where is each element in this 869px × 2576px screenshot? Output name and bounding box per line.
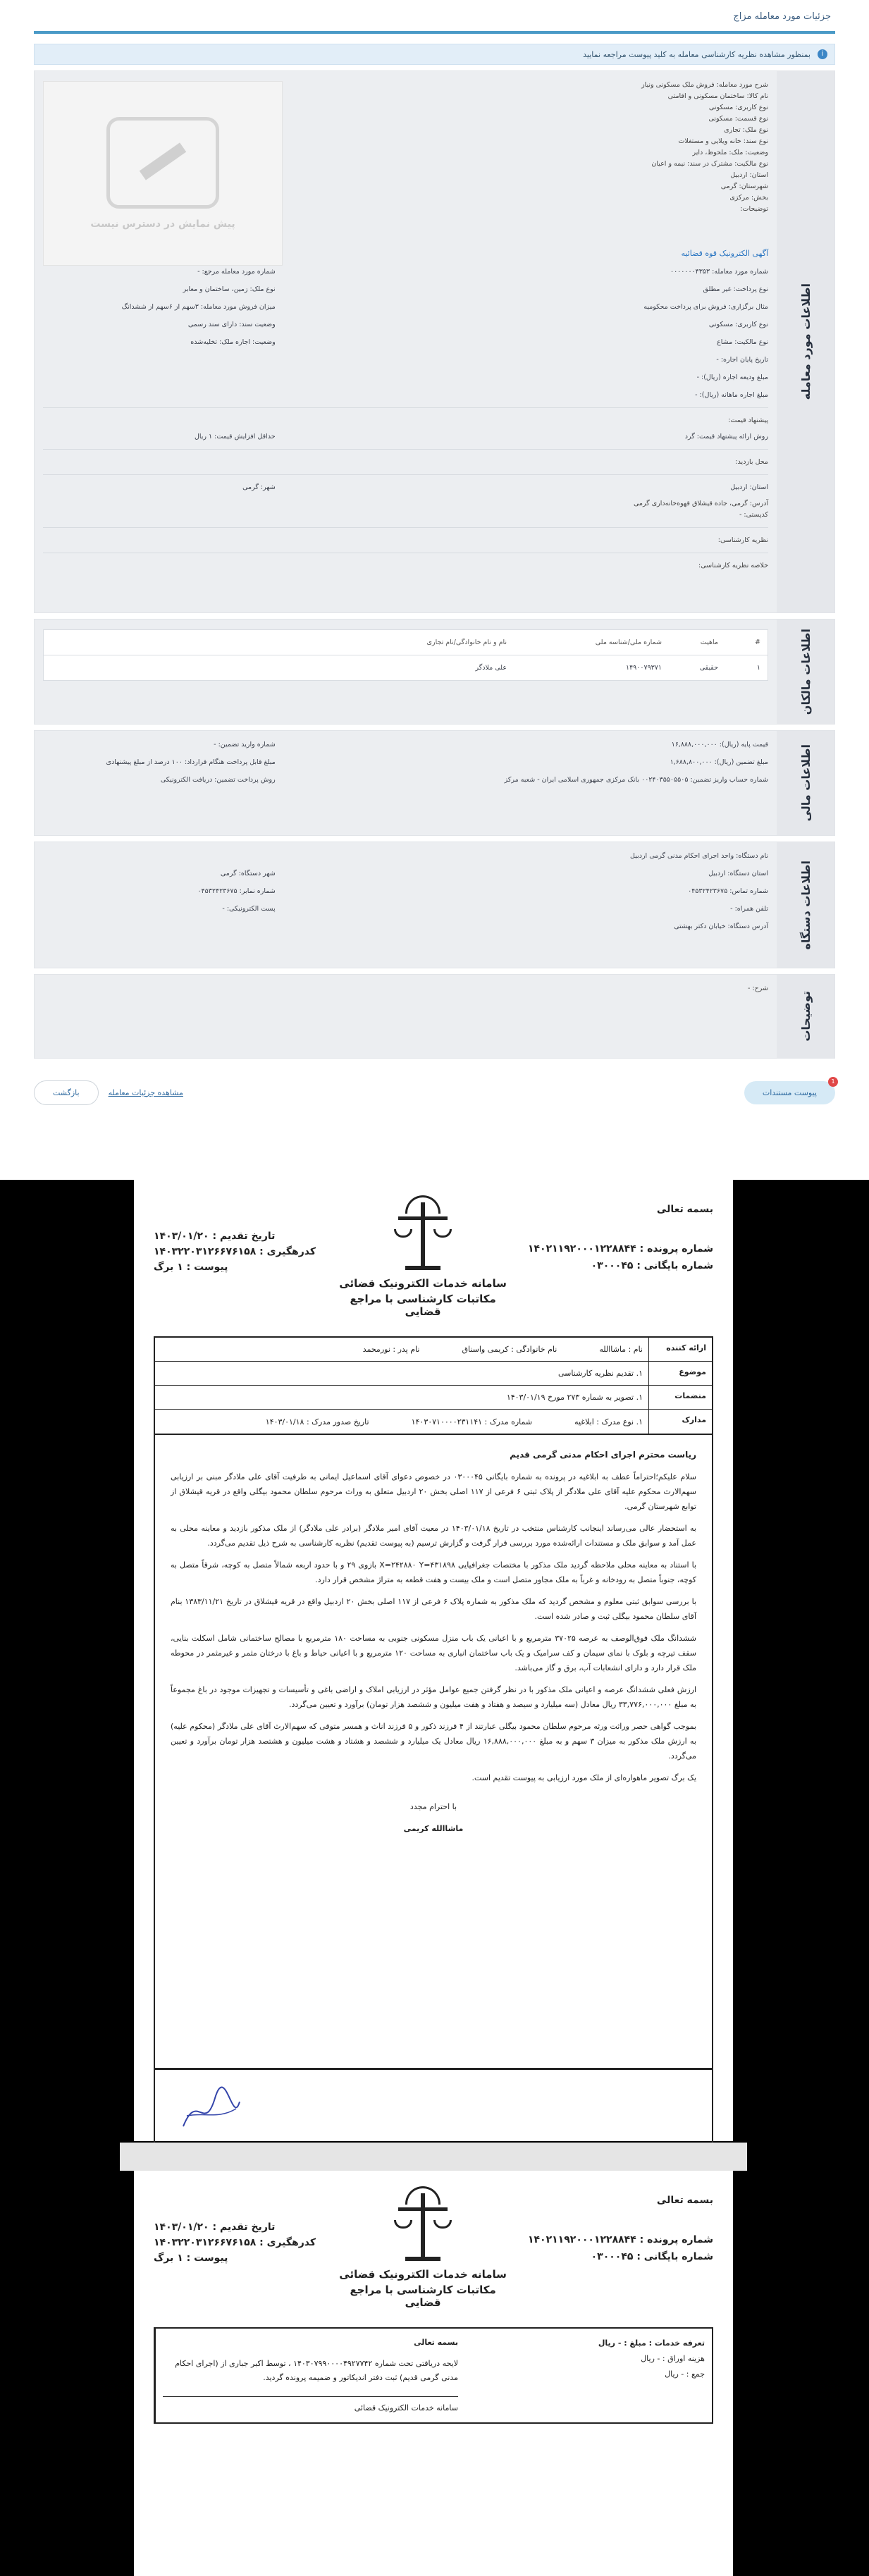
grid-cell: نوع ملک: زمین، ساختمان و معابر [183,285,276,293]
deal-line: بخش: مرکزی [729,194,768,202]
device-line: آدرس دستگاه: خیابان دکتر بهشتی [674,923,768,930]
doc-paragraph: یک برگ تصویر ماهواره‌ای از ملک مورد ارزیابی به پیوست تقدیم است. [472,1773,696,1782]
deal-line: شهرستان: گرمی [720,183,768,190]
deal-line: نوع ملک: تجاری [724,126,768,134]
grid-cell: میزان فروش مورد معامله: ۳سهم از ۶سهم از ششدانگ [121,303,276,311]
doc-regards: با احترام مجدد [409,1802,457,1811]
deal-grid [43,268,768,399]
device-line: تلفن همراه: - [730,905,768,913]
doc-org-sub: مکاتبات کارشناسی با مراجع قضایی [350,1293,496,1318]
doc-bismillah: بسمه تعالی [414,2338,458,2347]
finance-line: شماره حساب واریز تضمین: ۰۰۲۴۰۳۵۵۰۵۵۰۵ بانک مرکزی جمهوری اسلامی ایران - شعبه مرکز [504,776,768,784]
preview-caption: پیش نمایش در دسترس نیست [90,218,235,230]
grid-cell: نوع پرداخت: غیر مطلق [703,285,768,293]
offer-row: استان: اردبیل [730,483,768,491]
document-page-1 [134,1180,733,2141]
offer-row: خلاصه نظریه کارشناسی: [698,562,768,569]
deal-line: نوع مالکیت: مشترک در سند: نیمه و اعیان [651,160,768,168]
doc-date: تاریخ تقدیم : ۱۴۰۳/۰۱/۲۰ [154,1231,276,1242]
grid-cell: شماره مورد معامله: ۰۰۰۰۰۰۰۴۳۵۳ [670,268,768,276]
attach-count-badge: 1 [828,1077,838,1087]
doc-sign: سامانه خدمات الکترونیک قضائی [163,2396,458,2415]
deal-line: نوع کاربری: مسکونی [708,104,768,111]
doc-bismillah: بسمه تعالی [656,1204,713,1215]
deal-line: استان: اردبیل [730,171,768,179]
back-button[interactable]: بازگشت [34,1080,99,1105]
doc-tracking: کدرهگیری : ۱۴۰۳۲۲۰۳۱۲۶۶۷۶۱۵۸ [154,2237,316,2248]
offer-row: پیشنهاد قیمت: [728,417,768,424]
doc-tracking: کدرهگیری : ۱۴۰۳۲۲۰۳۱۲۶۶۷۶۱۵۸ [154,1246,316,1257]
doc-org-sub: مکاتبات کارشناسی با مراجع قضایی [350,2284,496,2309]
grid-cell: مبلغ ودیعه اجاره (ریال): - [696,374,768,381]
col-header: نام و نام خانوادگی/نام تجاری [426,639,507,646]
col-header: # [755,639,760,646]
info-banner [34,44,835,65]
deal-section [34,70,835,613]
deal-line: نوع قسمت: مسکونی [708,115,768,123]
grid-cell: مبلغ اجاره ماهانه (ریال): - [695,391,768,399]
doc-body [154,1435,713,2069]
deal-details-panel [34,6,835,1147]
doc-paragraph: ارزش فعلی ششدانگ عرصه و اعیانی ملک مذکور با در نظر گرفتن جمیع عوامل مؤثر در ارزیابی املاک و اراضی باغی و تأسیسات و تجهیزات موجود در باغ مجموعاً به مبلغ ۳۳,۷۷۶,۰۰۰,۰۰۰ ریال معادل (سه میلیارد و سیصد و هفتاد و هفت میلیون و ششصد هزار تومان) برآورد و تعیین می‌گردد. [171,1685,696,1709]
deal-lines [331,81,768,213]
finance-line: قیمت پایه (ریال): ۱۶,۸۸۸,۰۰۰,۰۰۰ [671,741,768,748]
grid-cell: وضعیت: اجاره ملک: تخلیه‌شده [190,338,276,346]
doc-archive-no: شماره بایگانی : ۰۳۰۰۰۴۵ [591,2251,713,2262]
grid-cell: نوع مالکیت: مشاع [717,338,768,346]
fee-line: جمع : - ریال [665,2369,705,2379]
offer-row: شهر: گرمی [242,483,276,491]
view-details-link[interactable]: مشاهده جزئیات معامله [108,1087,183,1097]
device-side-label: اطلاعات دستگاه [777,842,834,968]
offer-row: حداقل افزایش قیمت: ۱ ریال [194,433,276,440]
deal-line: توضیحات: [740,205,768,213]
doc-paragraph: ششدانگ ملک فوق‌الوصف به عرصه ۳۷۰۲۵ مترمربع و با اعیانی یک باب منزل مسکونی جنوبی به مساحت ۱۸۰ مترمربع با مصالح ساختمانی شامل اسکلت بنایی، سقف تیرچه و بلوک با نمای سیمان و کف سرامیک و یک باب ساختمان انباری به مساحت ۱۲۰ مترمربع و با اعیانی حیاط و باغ با درختان مثمر و غیرمثمر در محوطه ملک قرار دارد و دارای انشعابات آب، برق و گاز می‌باشد. [171,1634,697,1672]
finance-section [34,730,835,836]
offer-row: آدرس: گرمی، جاده قیشلاق قهوه‌خانه‌داری گرمی [633,500,768,507]
ad-link[interactable]: آگهی الکترونیک قوه قضائیه [681,249,768,258]
owners-section [34,619,835,725]
offer-row: کدپستی: - [739,511,768,519]
device-line: شماره نمابر: ۰۴۵۳۲۴۲۳۶۷۵ [197,887,276,895]
offer-row: روش ارائه پیشنهاد قیمت: گرد [684,433,768,440]
device-line: شماره تماس: ۰۴۵۳۲۴۲۳۶۷۵ [688,887,768,895]
doc-signer: ماشاالله کریمی [403,1824,464,1833]
doc-title: ریاست محترم اجرای احکام مدنی گرمی قدیم [510,1450,696,1460]
device-section [34,842,835,968]
doc-org: سامانه خدمات الکترونیک قضائی [339,2268,507,2281]
notes-section [34,974,835,1059]
device-line: استان دستگاه: اردبیل [708,870,768,877]
finance-line: شماره وارید تضمین: - [214,741,276,748]
deal-line: نام کالا: ساختمان مسکونی و اقامتی [667,92,768,100]
judiciary-emblem-icon [391,2186,455,2264]
grid-cell: مثال برگزاری: فروش برای پرداخت محکومیه [643,303,768,311]
grid-cell: وضعیت سند: دارای سند رسمی [187,321,276,328]
grid-cell: نوع کاربری: مسکونی [708,321,768,328]
owners-table [43,629,768,681]
doc-archive-no: شماره بایگانی : ۰۳۰۰۰۴۵ [591,1260,713,1271]
doc-attach: پیوست : ۱ برگ [154,2253,228,2264]
deal-line: شرح مورد معامله: فروش ملک مسکونی ونیاز [641,81,768,89]
doc-file-no: شماره پرونده : ۱۴۰۲۱۱۹۲۰۰۰۱۲۲۸۸۴۴ [527,2234,713,2245]
attachments-button[interactable]: 1 پیوست مستندات [744,1081,835,1104]
offer-row: نظریه کارشناسی: [717,536,768,544]
notes-side-label: توضیحات [777,975,834,1058]
judiciary-emblem-icon [391,1195,455,1273]
doc-org: سامانه خدمات الکترونیک قضائی [339,1277,507,1290]
doc-paragraph: با استناد به معاینه محلی ملاحظه گردید ملک مذکور با مختصات جغرافیایی X=۲۴۲۸۸۰ Y=۴۳۱۸۹۸ بازوی ۲۹ و با حدود اربعه شمالاً متصل به کوچه، شرقاً متصل به کوچه، جنوباً متصل به رودخانه و غرباً به ملک مجاور متصل است و ملک بیست و هفت قطعه به متراژ مشخص قرار دارد. [171,1560,697,1584]
doc-file-no: شماره پرونده : ۱۴۰۲۱۱۹۲۰۰۰۱۲۲۸۸۴۴ [527,1243,713,1255]
doc-date: تاریخ تقدیم : ۱۴۰۳/۰۱/۲۰ [154,2221,276,2233]
device-line: نام دستگاه: واحد اجرای احکام مدنی گرمی اردبیل [630,852,768,860]
device-line: شهر دستگاه: گرمی [220,870,276,877]
page-title: جزئیات مورد معامله مزاج [34,6,835,34]
finance-line: مبلغ قابل پرداخت هنگام قرارداد: ۱۰۰ درصد از مبلغ پیشنهادی [106,758,276,766]
document-page-2 [134,2171,733,2576]
signature-icon [176,2084,247,2140]
deal-line: وضعیت: ملک: ملحوظ، دایر [692,149,768,156]
grid-cell: تاریخ پایان اجاره: - [716,356,768,364]
owners-side-label: اطلاعات مالکان [777,620,834,724]
gavel-icon [106,117,219,209]
doc-paragraph: به استحضار عالی می‌رساند اینجانب کارشناس منتخب در تاریخ ۱۴۰۳/۰۱/۱۸ در معیت آقای امیر ملادگر (برادر علی ملادگر) از ملک مذکور بازدید و معاینه محلی به عمل آمد و سوابق ملک و مستندات ارائه‌شده مورد بررسی قرار گرفت و گزارش ترسیم (به پیوست تقدیم) نظریه کارشناسی به شرح ذیل تقدیم می‌گردد. [171,1524,696,1548]
preview-placeholder [43,81,283,266]
fee-line: هزینه اوراق : - ریال [641,2354,705,2363]
doc-meta-table: ارائه کننده نام : ماشاالله نام خانوادگی : کریمی واسناق نام پدر : نورمحمد موضوع ۱. تقدیم نظریه کارشناسی منضمات ۱. تصویر به شماره ۲۷۳ مورخ ۱۴۰۳/۰۱/۱۹ مدارک ۱. نوع مدرک : ابلاغیه شماره مدرک : ۱۴۰۳۰۷۱۰۰۰۰۲۳۱۱۴۱ تاریخ صدور مدرک : ۱۴۰۳/۰۱/۱۸ [154,1336,713,1435]
page-gutter [120,2143,747,2171]
finance-side-label: اطلاعات مالی [777,731,834,835]
doc-paragraph: با بررسی سوابق ثبتی معلوم و مشخص گردید که ملک مذکور به شماره پلاک ۶ فرعی از ۱۱۷ اصلی بخش ۲۰ اردبیل واقع در قریه قیشلاق در تاریخ ۱۳۸۳/۱۱/۲۱ بنام آقای سلطان محمود بیگلی ثبت و صادر شده است. [171,1597,697,1621]
fees-box [154,2327,713,2424]
finance-line: مبلغ تضمین (ریال): ۱,۶۸۸,۸۰۰,۰۰۰ [670,758,768,766]
action-bar [34,1078,835,1107]
finance-line: روش پرداخت تضمین: دریافت الکترونیکی [160,776,276,784]
grid-cell: شماره مورد معامله مرجع: - [197,268,276,276]
offer-row: محل بازدید: [735,458,768,466]
info-text: بمنظور مشاهده نظریه کارشناسی معامله به کلید پیوست مراجعه نمایید [583,49,811,59]
deal-side-label: اطلاعات مورد معامله [777,71,834,612]
doc-attach: پیوست : ۱ برگ [154,1262,228,1273]
notes-text: شرح: - [748,985,768,992]
device-line: پست الکترونیکی: - [222,905,276,913]
doc-paragraph: بموجب گواهی حصر وراثت ورثه مرحوم سلطان محمود بیگلی عبارتند از ۴ فرزند ذکور و ۵ فرزند اناث و همسر متوفی که سهم‌الارث آقای علی ملادگر (محکوم علیه) به ارزش ملک مذکور به میزان ۳ سهم و به مبلغ ۱۶,۸۸۸,۰۰۰,۰۰۰ ریال معادل یک میلیارد و ششصد و هشتاد و هشت میلیون و هشتصد هزار تومان برآورد و تعیین می‌گردد. [171,1722,697,1761]
info-icon: i [818,49,827,59]
col-header: ماهیت [700,639,718,646]
doc-paragraph: سلام علیکم؛احتراماً عطف به ابلاغیه در پرونده به شماره بایگانی ۰۳۰۰۰۴۵ در خصوص دعوای آقای اسماعیل ایمانی به طرفیت آقای علی ملادگر مبنی بر ارزیابی سهم‌الارث محکوم علیه آقای علی ملادگر از پلاک ثبتی ۶ فرعی از ۱۱۷ اصلی بخش ۲۰ اردبیل متعلق به وراث مرحوم سلطان محمود بیگلی واقع در قریه قیشلاق از توابع شهرستان گرمی. [171,1472,697,1511]
col-header: شماره ملی/شناسه ملی [595,639,662,646]
table-row: ۱ حقیقی ۱۴۹۰۰۷۹۳۷۱ علی ملادگر [475,664,760,672]
fee-line: تعرفه خدمات : مبلغ : - ریال [598,2338,705,2348]
deal-line: نوع سند: خانه ویلایی و مستغلات [678,137,768,145]
doc-bismillah: بسمه تعالی [656,2195,713,2206]
doc-note: لایحه دریافتی تحت شماره ۱۴۰۳۰۷۹۹۰۰۰۰۴۹۲۷۷۴۲ ، توسط اکبر جباری از (اجرای احکام مدنی گرمی قدیم) ثبت دفتر اندیکاتور و ضمیمه پرونده گردید. [175,2359,458,2382]
